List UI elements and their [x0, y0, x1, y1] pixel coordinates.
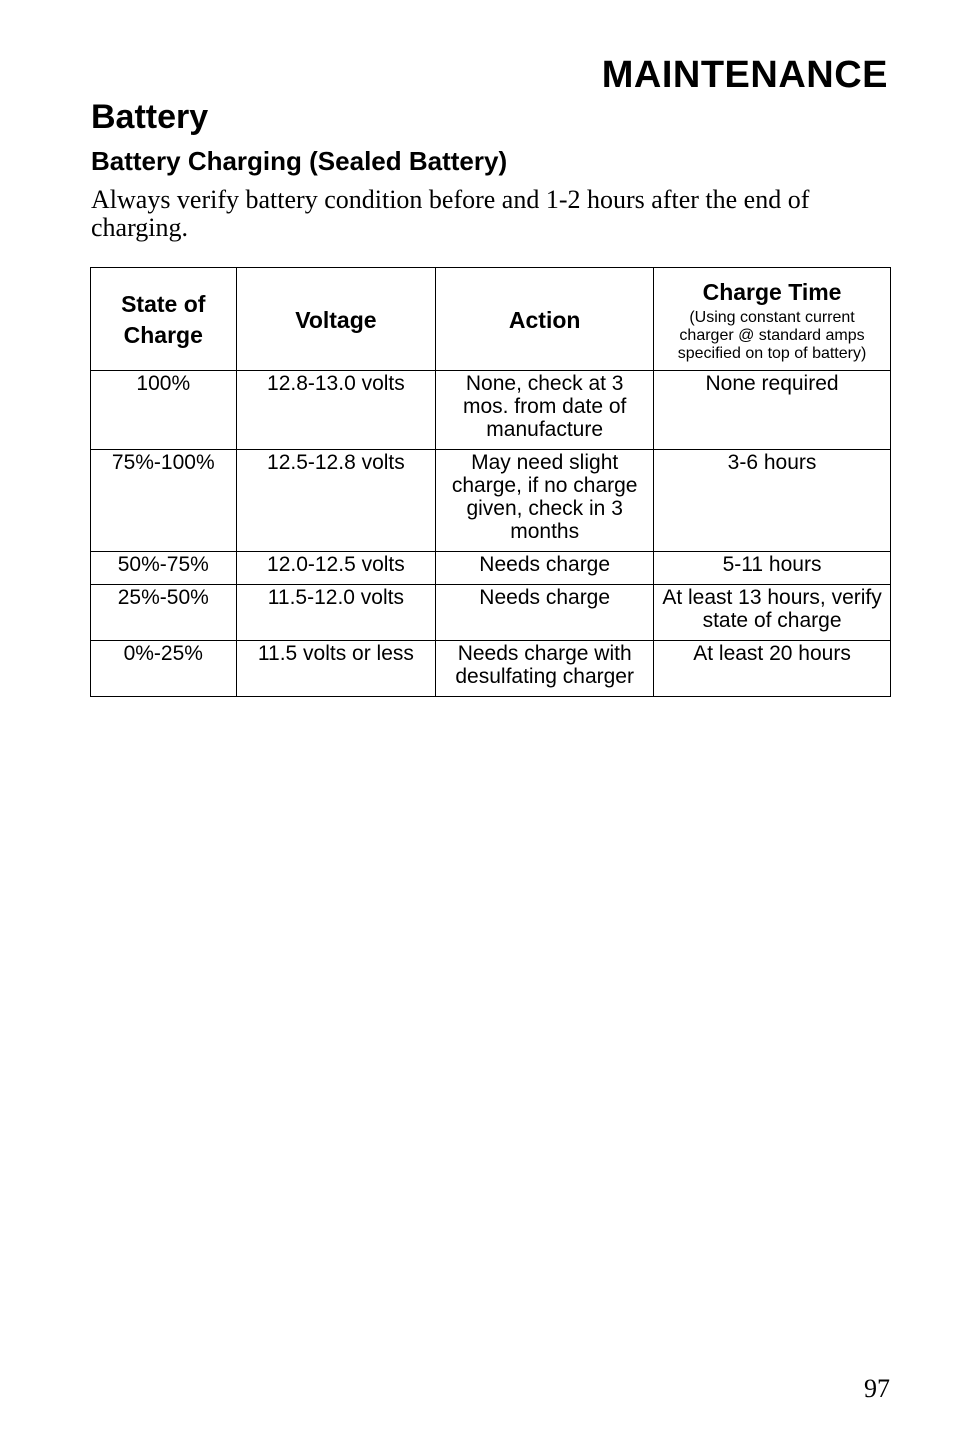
cell-state: 75%-100%	[91, 450, 237, 552]
header-charge-time	[654, 268, 891, 371]
cell-charge-time: 3-6 hours	[654, 450, 891, 552]
cell-charge-time: At least 20 hours	[654, 641, 891, 697]
section-header: MAINTENANCE	[601, 54, 888, 96]
cell-charge-time: None required	[654, 371, 891, 450]
cell-state: 0%-25%	[91, 641, 237, 697]
table-row	[91, 450, 891, 552]
cell-state: 100%	[91, 371, 237, 450]
page-number: 97	[864, 1374, 890, 1403]
charge-time-note: (Using constant current charger @ standard amps specified on top of battery)	[677, 309, 867, 362]
cell-action: None, check at 3 mos. from date of manufacture	[436, 371, 654, 450]
cell-voltage: 11.5-12.0 volts	[236, 585, 436, 641]
table-row	[91, 552, 891, 585]
cell-charge-time: 5-11 hours	[654, 552, 891, 585]
page-title: Battery	[91, 98, 209, 136]
table-row	[91, 371, 891, 450]
charge-time-label: Charge Time	[702, 279, 842, 305]
header-action: Action	[436, 268, 654, 371]
cell-voltage: 12.0-12.5 volts	[236, 552, 436, 585]
header-state-of-charge: State of Charge	[91, 268, 237, 371]
intro-paragraph: Always verify battery condition before and 1-2 hours after the end of charging.	[91, 185, 810, 242]
cell-voltage: 11.5 volts or less	[236, 641, 436, 697]
table-row	[91, 641, 891, 697]
battery-charging-table	[90, 267, 891, 697]
cell-action: Needs charge	[436, 585, 654, 641]
cell-voltage: 12.5-12.8 volts	[236, 450, 436, 552]
cell-action: May need slight charge, if no charge given, check in 3 months	[436, 450, 654, 552]
cell-action: Needs charge with desulfating charger	[436, 641, 654, 697]
header-voltage: Voltage	[236, 268, 436, 371]
cell-state: 25%-50%	[91, 585, 237, 641]
cell-voltage: 12.8-13.0 volts	[236, 371, 436, 450]
subsection-title: Battery Charging (Sealed Battery)	[91, 146, 508, 176]
cell-state: 50%-75%	[91, 552, 237, 585]
cell-action: Needs charge	[436, 552, 654, 585]
table-header-row	[91, 268, 891, 371]
table-row	[91, 585, 891, 641]
cell-charge-time: At least 13 hours, verify state of charge	[654, 585, 891, 641]
